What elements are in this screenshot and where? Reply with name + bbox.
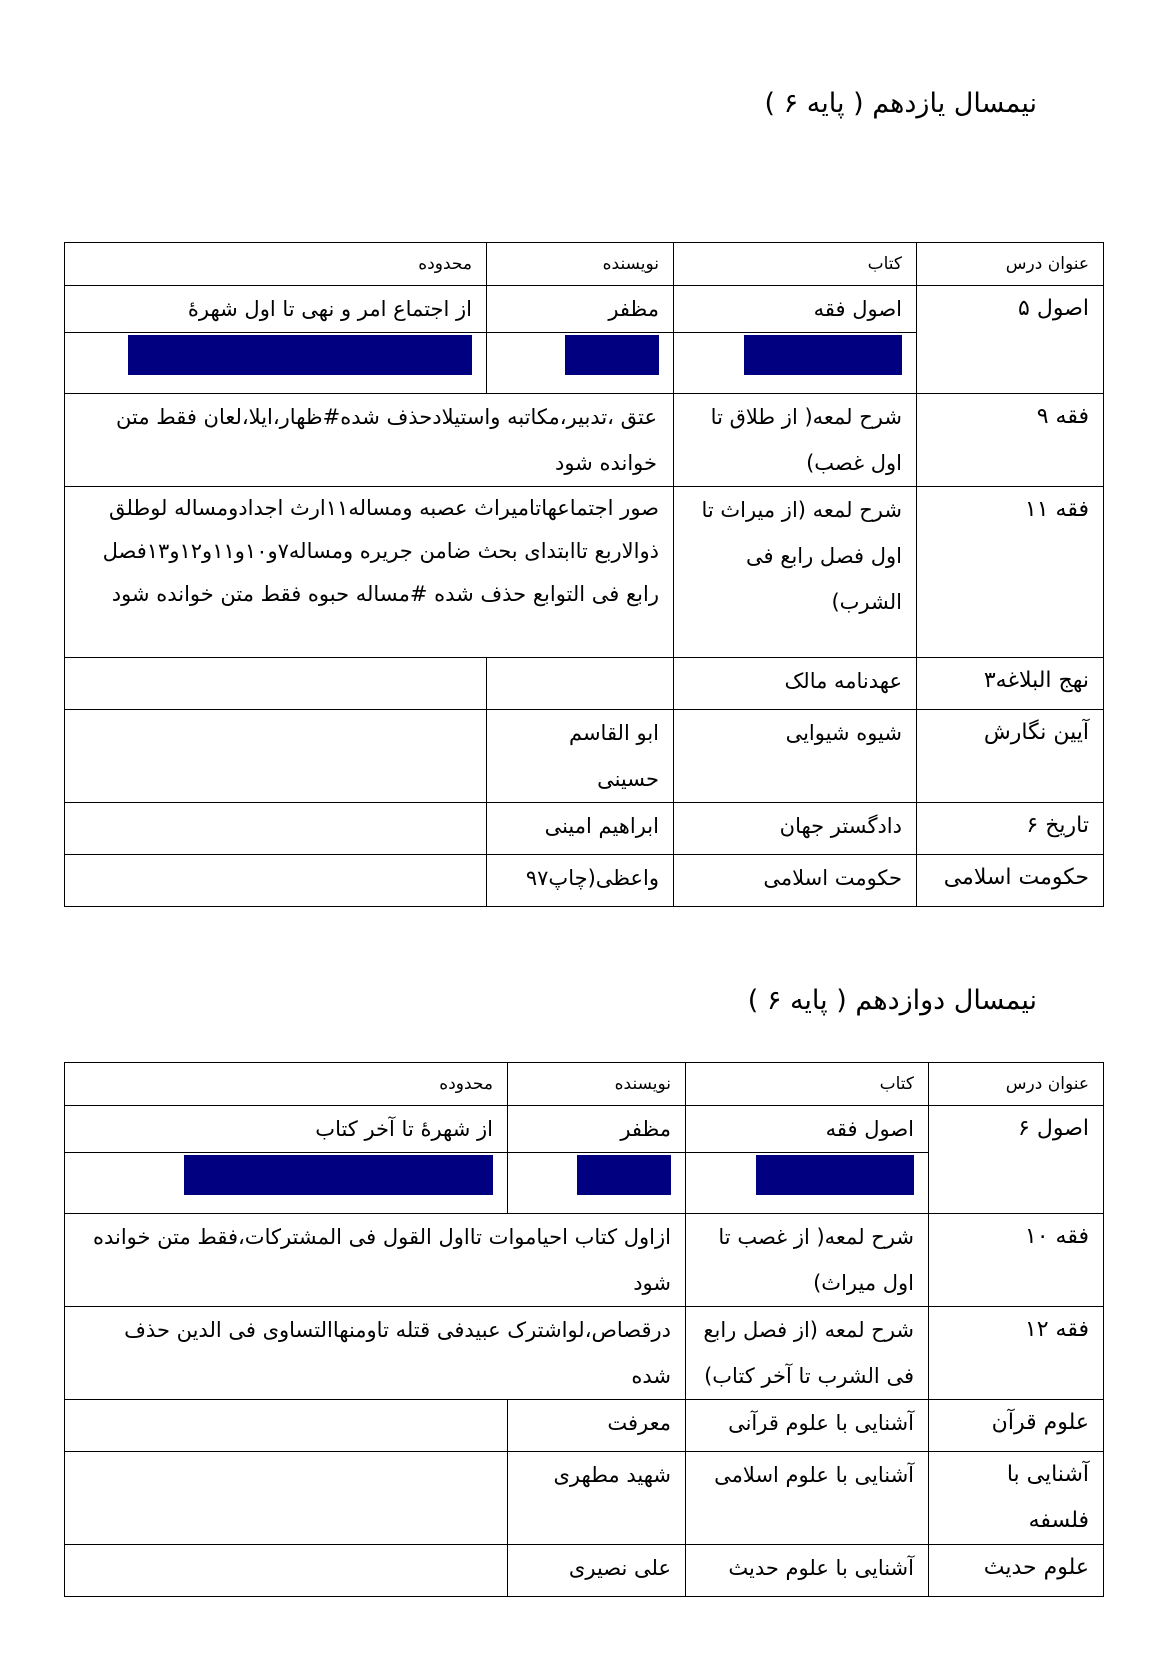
author-cell: علی نصیری bbox=[508, 1545, 686, 1597]
range-cell bbox=[65, 1452, 508, 1545]
range-cell: عتق ،تدبیر،مکاتبه واستیلادحذف شده#ظهار،ایلا،لعان فقط متن خوانده شود bbox=[65, 394, 674, 487]
semester-11-table bbox=[64, 242, 1104, 907]
course-cell: فقه ۱۱ bbox=[917, 487, 1104, 658]
table-row bbox=[65, 487, 1104, 658]
course-cell: اصول ۵ bbox=[917, 286, 1104, 394]
book-cell: آشنایی با علوم حدیث bbox=[686, 1545, 929, 1597]
author-cell: مظفر bbox=[487, 286, 674, 333]
table-row bbox=[65, 658, 1104, 710]
course-cell: علوم قرآن bbox=[929, 1400, 1104, 1452]
header-course: عنوان درس bbox=[929, 1063, 1104, 1106]
table-row bbox=[65, 1307, 1104, 1400]
book-cell: اصول فقه bbox=[686, 1106, 929, 1153]
header-author: نویسنده bbox=[487, 243, 674, 286]
table-row bbox=[65, 1452, 1104, 1545]
table-row bbox=[65, 1106, 1104, 1153]
header-author: نویسنده bbox=[508, 1063, 686, 1106]
table-row bbox=[65, 710, 1104, 803]
semester-11-title: نیمسال یازدهم ( پایه ۶ ) bbox=[764, 88, 1037, 119]
author-cell: مظفر bbox=[508, 1106, 686, 1153]
author-cell bbox=[487, 658, 674, 710]
author-cell: معرفت bbox=[508, 1400, 686, 1452]
author-cell: واعظی(چاپ۹۷ bbox=[487, 855, 674, 907]
range-cell bbox=[65, 803, 487, 855]
range-cell: صور اجتماعهاتامیراث عصبه ومساله۱۱ارث اجدادومساله لوطلق ذوالاربع تاابتدای بحث ضامن جریره ومساله۷و۱۰و۱۱و۱۲و۱۳فصل رابع فی التوابع حذف شده #مساله حبوه فقط متن خوانده شود bbox=[65, 487, 674, 658]
table-row bbox=[65, 394, 1104, 487]
range-cell bbox=[65, 855, 487, 907]
range-cell bbox=[65, 1400, 508, 1452]
table-row bbox=[65, 855, 1104, 907]
table-header-row bbox=[65, 243, 1104, 286]
header-range: محدوده bbox=[65, 1063, 508, 1106]
book-cell: شرح لمعه (از فصل رابع فی الشرب تا آخر کتاب) bbox=[686, 1307, 929, 1400]
highlighted-text: از منجزیت علم اجمالی تا آخر کتاب bbox=[184, 1155, 493, 1195]
book-cell: شرح لمعه (از میراث تا اول فصل رابع فی الشرب) bbox=[674, 487, 917, 658]
book-cell: دادگستر جهان bbox=[674, 803, 917, 855]
author-cell bbox=[508, 1153, 686, 1214]
highlighted-text: دروس (حلقه ثانیه bbox=[756, 1155, 914, 1195]
range-cell bbox=[65, 333, 487, 394]
table-header-row bbox=[65, 1063, 1104, 1106]
range-cell: از اجتماع امر و نهی تا اول شهرهٔ bbox=[65, 286, 487, 333]
semester-12-title: نیمسال دوازدهم ( پایه ۶ ) bbox=[747, 985, 1037, 1016]
book-cell: حکومت اسلامی bbox=[674, 855, 917, 907]
course-cell: تاریخ ۶ bbox=[917, 803, 1104, 855]
course-cell: آیین نگارش bbox=[917, 710, 1104, 803]
header-book: کتاب bbox=[686, 1063, 929, 1106]
highlighted-text: دروس (حلقه ثانیه bbox=[744, 335, 902, 375]
table-row bbox=[65, 803, 1104, 855]
author-cell bbox=[487, 333, 674, 394]
range-cell bbox=[65, 1153, 508, 1214]
book-cell: اصول فقه bbox=[674, 286, 917, 333]
book-cell bbox=[686, 1153, 929, 1214]
book-cell: آشنایی با علوم قرآنی bbox=[686, 1400, 929, 1452]
table-row bbox=[65, 1400, 1104, 1452]
range-cell bbox=[65, 710, 487, 803]
course-cell: آشنایی با فلسفه bbox=[929, 1452, 1104, 1545]
author-cell: شهید مطهری bbox=[508, 1452, 686, 1545]
highlighted-text: شهید صدر bbox=[565, 335, 659, 375]
book-cell: شرح لمعه( از طلاق تا اول غصب) bbox=[674, 394, 917, 487]
header-book: کتاب bbox=[674, 243, 917, 286]
course-cell: نهج البلاغه۳ bbox=[917, 658, 1104, 710]
semester-12-table bbox=[64, 1062, 1104, 1597]
course-cell: فقه ۱۲ bbox=[929, 1307, 1104, 1400]
range-cell bbox=[65, 658, 487, 710]
table-row bbox=[65, 1214, 1104, 1307]
book-cell: عهدنامه مالک bbox=[674, 658, 917, 710]
author-cell: ابو القاسم حسینی bbox=[487, 710, 674, 803]
range-cell: درقصاص،لواشترک عبیدفی قتله تاومنهاالتساوی فی الدین حذف شده bbox=[65, 1307, 686, 1400]
course-cell: اصول ۶ bbox=[929, 1106, 1104, 1214]
table-row bbox=[65, 286, 1104, 333]
course-cell: علوم حدیث bbox=[929, 1545, 1104, 1597]
book-cell: شرح لمعه( از غصب تا اول میراث) bbox=[686, 1214, 929, 1307]
course-cell: فقه ۹ bbox=[917, 394, 1104, 487]
book-cell bbox=[674, 333, 917, 394]
range-cell: ازاول کتاب احیاموات تااول القول فی المشترکات،فقط متن خوانده شود bbox=[65, 1214, 686, 1307]
book-cell: آشنایی با علوم اسلامی bbox=[686, 1452, 929, 1545]
header-range: محدوده bbox=[65, 243, 487, 286]
book-cell: شیوه شیوایی bbox=[674, 710, 917, 803]
author-cell: ابراهیم امینی bbox=[487, 803, 674, 855]
header-course: عنوان درس bbox=[917, 243, 1104, 286]
table-row bbox=[65, 1545, 1104, 1597]
range-cell: از شهرهٔ تا آخر کتاب bbox=[65, 1106, 508, 1153]
course-cell: حکومت اسلامی bbox=[917, 855, 1104, 907]
course-cell: فقه ۱۰ bbox=[929, 1214, 1104, 1307]
highlighted-text: شهید صدر bbox=[577, 1155, 671, 1195]
range-cell bbox=[65, 1545, 508, 1597]
highlighted-text: از دلیل عقلی تا اول حجیت علم اجمالی bbox=[128, 335, 472, 375]
